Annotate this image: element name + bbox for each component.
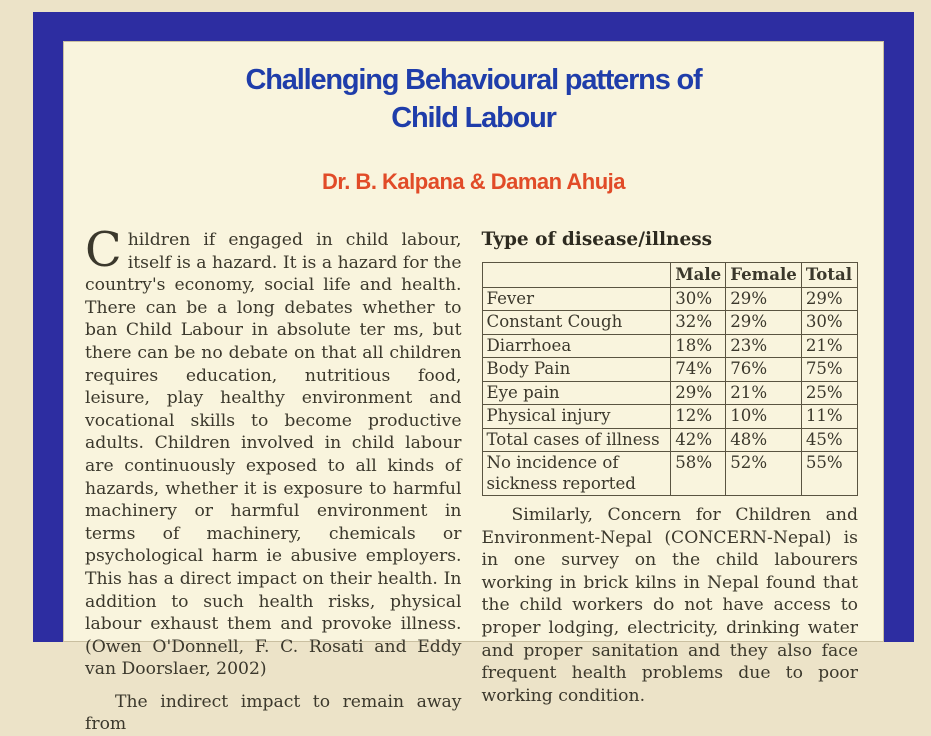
table-cell: 23% (726, 334, 802, 358)
table-cell: 29% (801, 287, 857, 311)
right-paragraph-1: Similarly, Concern for Children and Environment-Nepal (CONCERN-Nepal) is in one survey on the child labourers working in brick kilns in Nepal found that the child workers do not have access to proper lodging, electricity, drinking water and proper sanitation and they also face frequent health problems due to poor working condition. (481, 505, 858, 706)
article-title-line1: Challenging Behavioural patterns of (245, 64, 702, 96)
table-cell: 45% (801, 428, 857, 452)
column-header: Male (671, 262, 726, 287)
table-row (482, 358, 858, 382)
table-cell: 21% (801, 334, 857, 358)
table-cell: 12% (671, 405, 726, 429)
table-cell: 48% (726, 428, 802, 452)
row-label: Fever (482, 287, 671, 311)
page (63, 41, 884, 735)
table-cell: 74% (671, 358, 726, 382)
table-cell: 42% (671, 428, 726, 452)
table-cell: 11% (801, 405, 857, 429)
disease-table (482, 262, 859, 497)
disease-table-body (482, 287, 858, 496)
table-heading: Type of disease/illness (481, 229, 713, 250)
table-row (482, 428, 858, 452)
row-label: Total cases of illness (482, 428, 671, 452)
left-paragraph-1-text: hildren if engaged in child labour, itself is a hazard. It is a hazard for the country's economy, social life and health. There can be a long debates whether to ban Child Labour in absolute ter ms, but there can be no debate on that all children requires education, nutritious food, leisure, play healthy environment and vocational skills to become productive adults. Children involved in child labour are continuously exposed to all kinds of hazards, whether it is exposure to harmful machinery or harmful environment in terms of machinery, chemicals or psychological harm ie abusive employers. This has a direct impact on their health. In addition to such health risks, physical labour exhaust them and provoke illness. (Owen O'Donnell, F. C. Rosati and Eddy van Doorslaer, 2002) (85, 230, 462, 680)
row-label: Constant Cough (482, 311, 671, 335)
disease-table-head-row (482, 262, 858, 287)
row-label: Eye pain (482, 381, 671, 405)
table-cell: 30% (671, 287, 726, 311)
table-row (482, 334, 858, 358)
article-title (63, 61, 884, 137)
table-cell: 75% (801, 358, 857, 382)
column-header (482, 262, 671, 287)
left-paragraph-2: The indirect impact to remain away from (85, 691, 462, 735)
table-cell: 58% (671, 452, 726, 496)
table-cell: 76% (726, 358, 802, 382)
article-authors: Dr. B. Kalpana & Daman Ahuja (321, 169, 626, 194)
table-cell: 55% (801, 452, 857, 496)
row-label: Body Pain (482, 358, 671, 382)
row-label: No incidence of sickness reported (482, 452, 671, 496)
table-cell: 29% (671, 381, 726, 405)
column-header: Total (801, 262, 857, 287)
table-cell: 21% (726, 381, 802, 405)
table-cell: 29% (726, 311, 802, 335)
right-column (482, 229, 859, 736)
table-cell: 52% (726, 452, 802, 496)
row-label: Diarrhoea (482, 334, 671, 358)
table-cell: 10% (726, 405, 802, 429)
row-label: Physical injury (482, 405, 671, 429)
page-border-frame (33, 12, 914, 735)
table-row (482, 311, 858, 335)
article-body (63, 222, 884, 736)
dropcap-letter: C (85, 222, 122, 278)
column-header: Female (726, 262, 802, 287)
table-row (482, 287, 858, 311)
table-row (482, 381, 858, 405)
left-column (85, 222, 462, 736)
article-title-line2: Child Labour (391, 102, 556, 134)
table-cell: 30% (801, 311, 857, 335)
table-row (482, 405, 858, 429)
table-cell: 32% (671, 311, 726, 335)
table-row (482, 452, 858, 496)
left-paragraph-1 (85, 222, 462, 681)
table-cell: 18% (671, 334, 726, 358)
table-cell: 25% (801, 381, 857, 405)
table-cell: 29% (726, 287, 802, 311)
